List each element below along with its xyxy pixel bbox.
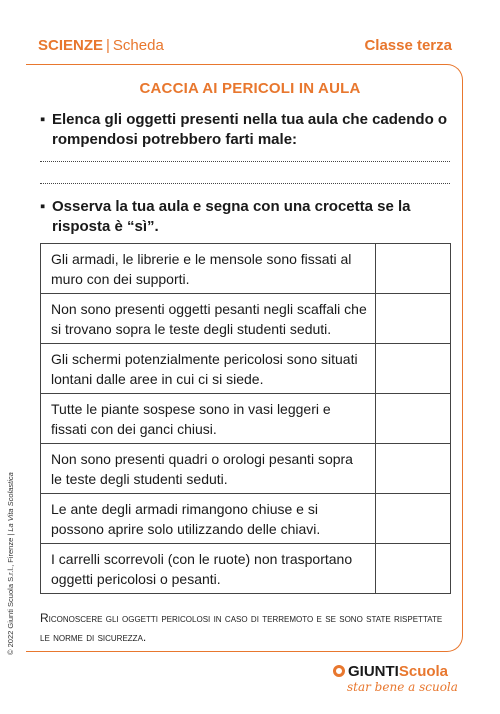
- page-header: [38, 37, 452, 61]
- checklist-row: [41, 294, 451, 344]
- header-subject: [38, 37, 164, 54]
- subject-label: SCIENZE: [38, 37, 104, 54]
- checklist-statement: Tutte le piante sospese sono in vasi leggeri e fissati con dei ganci chiusi.: [41, 394, 376, 444]
- learning-objective-note: Riconoscere gli oggetti pericolosi in caso di terremoto e se sono state rispettate le norme di sicurezza.: [40, 611, 443, 644]
- check-box[interactable]: [376, 244, 451, 294]
- checklist-row: [41, 444, 451, 494]
- checklist-row: [41, 394, 451, 444]
- question-text: Elenca gli oggetti presenti nella tua aula che cadendo o rompendosi potrebbero farti male:: [52, 111, 448, 148]
- check-box[interactable]: [376, 544, 451, 594]
- checklist-statement: Gli armadi, le librerie e le mensole sono fissati al muro con dei supporti.: [41, 244, 376, 294]
- copyright-notice: [6, 472, 15, 655]
- checklist-statement: Non sono presenti quadri o orologi pesanti sopra le teste degli studenti seduti.: [41, 444, 376, 494]
- checklist-row: [41, 544, 451, 594]
- question-text: Osserva la tua aula e segna con una crocetta se la risposta è “sì”.: [52, 198, 411, 235]
- checklist-statement: Le ante degli armadi rimangono chiuse e si possono aprire solo utilizzando delle chiavi.: [41, 494, 376, 544]
- check-box[interactable]: [376, 444, 451, 494]
- checklist-row: [41, 494, 451, 544]
- checklist-table: [40, 243, 451, 594]
- question-list-objects: [40, 110, 460, 150]
- worksheet-title: CACCIA AI PERICOLI IN AULA: [139, 80, 361, 97]
- checklist-row: [41, 244, 451, 294]
- bullet-icon: ▪: [40, 111, 46, 128]
- answer-line[interactable]: [40, 183, 450, 184]
- section-label: Scheda: [112, 37, 164, 54]
- logo-wordmark: [333, 663, 463, 680]
- checklist-statement: I carrelli scorrevoli (con le ruote) non trasportano oggetti pericolosi o pesanti.: [41, 544, 376, 594]
- check-box[interactable]: [376, 294, 451, 344]
- logo-brand-accent: Scuola: [398, 663, 449, 680]
- check-box[interactable]: [376, 344, 451, 394]
- copyright-text: © 2022 Giunti Scuola S.r.l., Firenze |: [6, 531, 15, 655]
- check-box[interactable]: [376, 394, 451, 444]
- answer-line[interactable]: [40, 161, 450, 162]
- publication-name: La Vita Scolastica: [6, 472, 15, 532]
- logo-tagline: star bene a scuola: [347, 680, 458, 694]
- checklist-statement: Non sono presenti oggetti pesanti negli scaffali che si trovano sopra le teste degli studenti seduti.: [41, 294, 376, 344]
- question-checklist: [40, 197, 460, 237]
- logo-mark-icon: [333, 665, 345, 677]
- bullet-icon: ▪: [40, 198, 46, 215]
- header-separator: |: [106, 37, 110, 54]
- checklist-statement: Gli schermi potenzialmente pericolosi sono situati lontani dalle aree in cui ci si siede.: [41, 344, 376, 394]
- logo-brand: GIUNTI: [348, 663, 399, 680]
- checklist-row: [41, 344, 451, 394]
- grade-label: Classe terza: [364, 37, 452, 54]
- publisher-logo: [333, 663, 463, 703]
- check-box[interactable]: [376, 494, 451, 544]
